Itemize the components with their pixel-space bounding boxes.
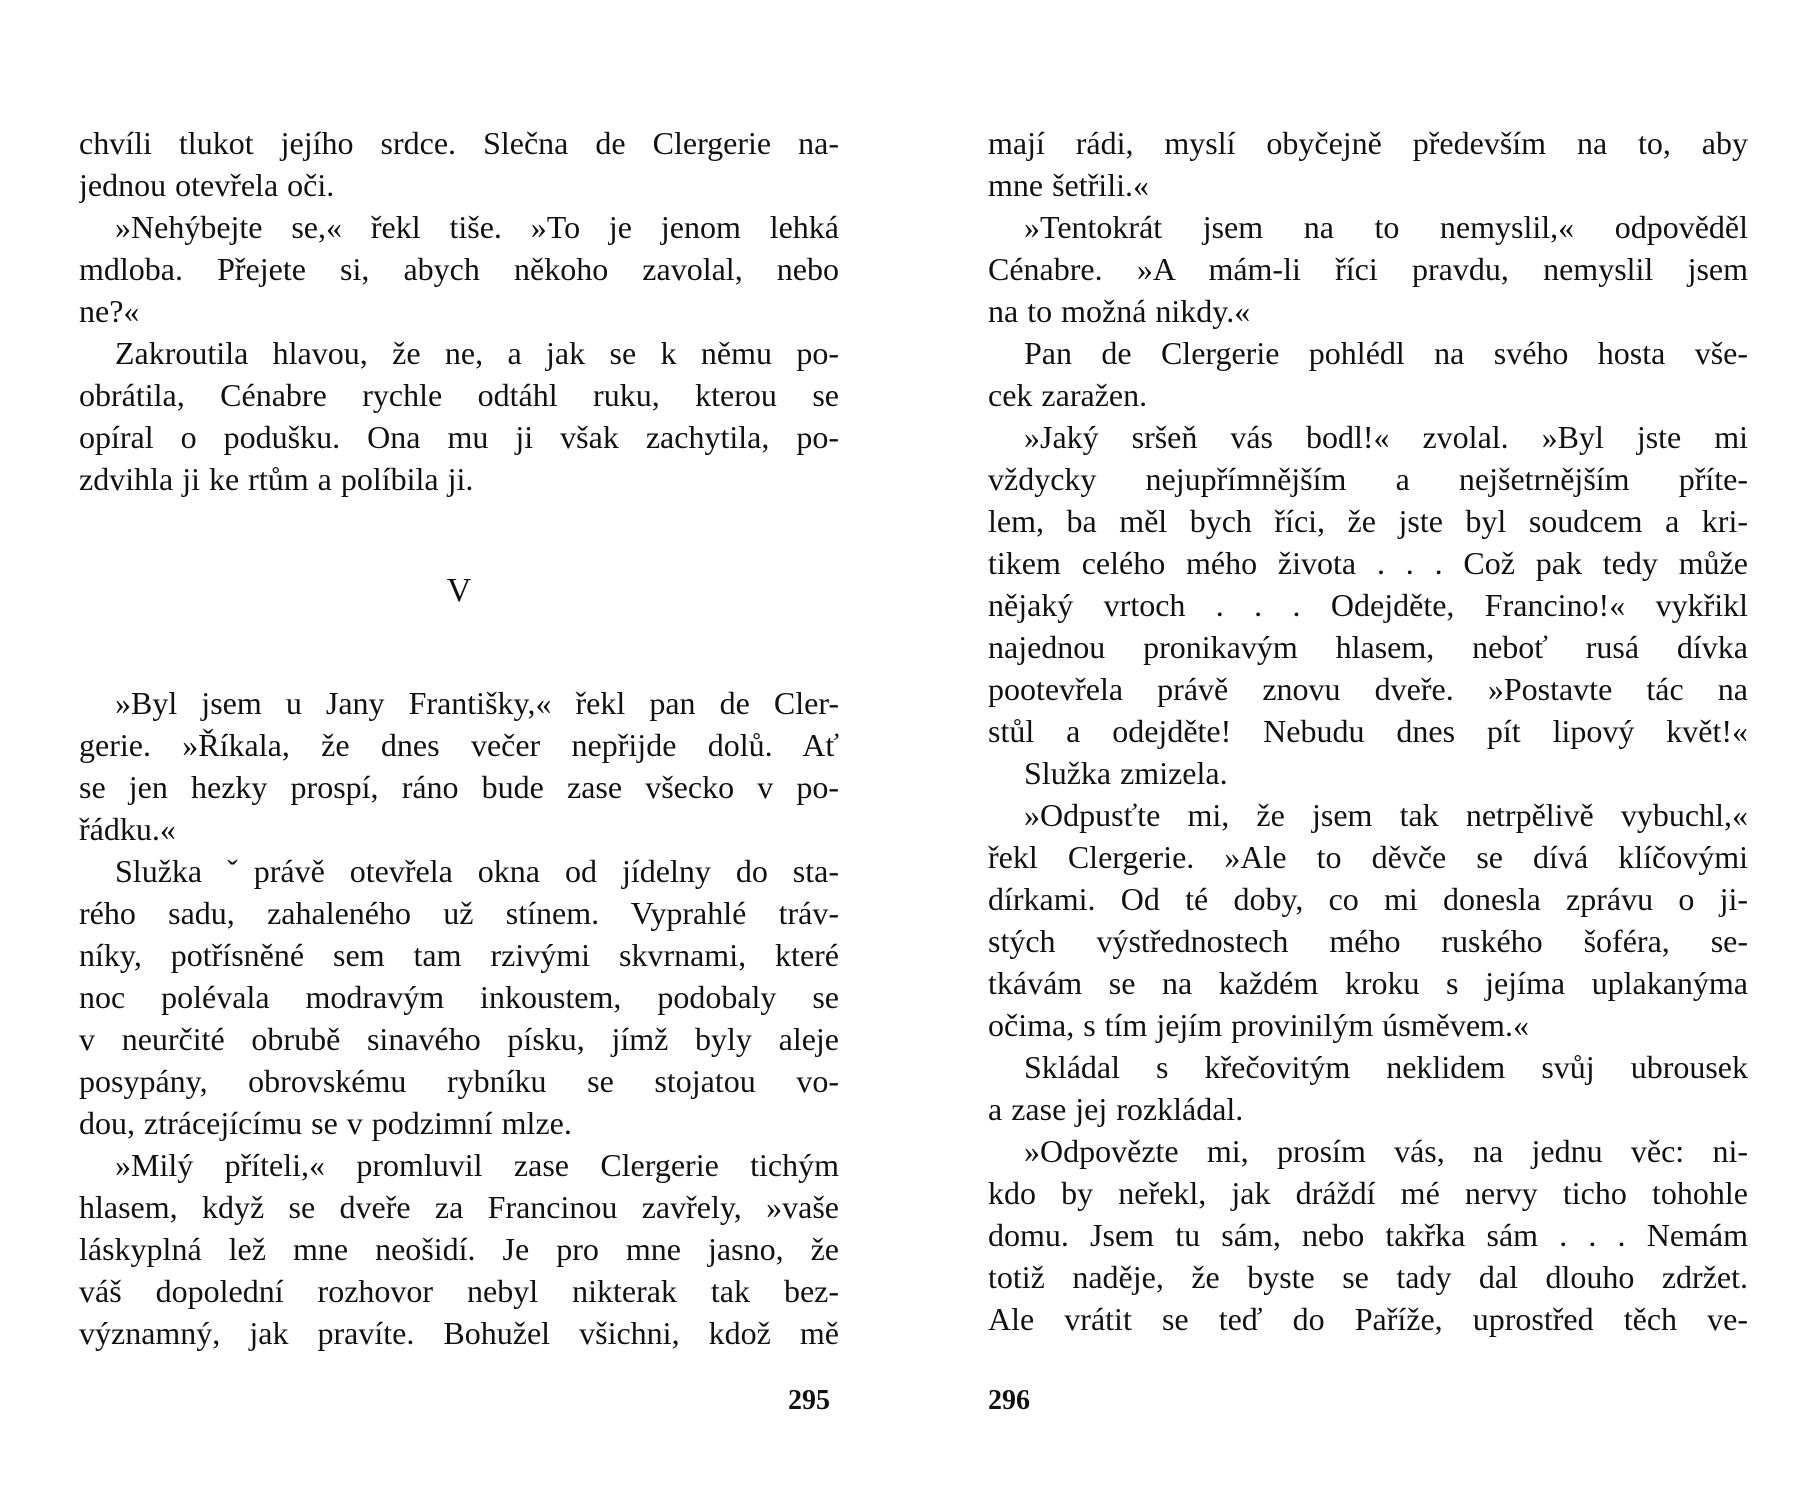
text-line: posypány, obrovskému rybníku se stojatou vo- bbox=[79, 1063, 839, 1099]
left-text-block-1 bbox=[79, 122, 839, 500]
text-line: zdvihla ji ke rtům a políbila ji. bbox=[79, 461, 474, 497]
text-line: na to možná nikdy.« bbox=[988, 293, 1251, 329]
chapter-heading: V bbox=[446, 572, 472, 609]
text-line: Služka ˇprávě otevřela okna od jídelny do sta- bbox=[115, 853, 839, 889]
text-line: cek zaražen. bbox=[988, 377, 1148, 413]
text-line: noc polévala modravým inkoustem, podobaly se bbox=[79, 979, 839, 1015]
text-line: mají rádi, myslí obyčejně především na to, aby bbox=[988, 125, 1748, 161]
text-line: »Jaký sršeň vás bodl!« zvolal. »Byl jste mi bbox=[1024, 419, 1748, 455]
text-line: se jen hezky prospí, ráno bude zase všecko v po- bbox=[79, 769, 839, 805]
text-line: Skládal s křečovitým neklidem svůj ubrousek bbox=[1024, 1049, 1748, 1085]
text-line: »Milý příteli,« promluvil zase Clergerie tichým bbox=[115, 1147, 839, 1183]
text-line: Pan de Clergerie pohlédl na svého hosta vše- bbox=[1024, 335, 1748, 371]
text-line: lem, ba měl bych říci, že jste byl soudcem a kri- bbox=[988, 503, 1748, 539]
text-line: obrátila, Cénabre rychle odtáhl ruku, kterou se bbox=[79, 377, 839, 413]
text-line: totiž naděje, že byste se tady dal dlouho zdržet. bbox=[988, 1259, 1748, 1295]
text-line: »Nehýbejte se,« řekl tiše. »To je jenom lehká bbox=[115, 209, 839, 245]
text-line: nějaký vrtoch . . . Odejděte, Francino!« vykřikl bbox=[988, 587, 1748, 623]
text-line: řádku.« bbox=[79, 811, 176, 847]
page-number-left: 295 bbox=[788, 1385, 830, 1416]
text-line: níky, potřísněné sem tam rzivými skvrnami, které bbox=[79, 937, 839, 973]
text-line: rého sadu, zahaleného už stínem. Vyprahlé tráv- bbox=[79, 895, 839, 931]
text-line: stých výstřednostech mého ruského šoféra, se- bbox=[988, 923, 1748, 959]
text-line: významný, jak pravíte. Bohužel všichni, kdož mě bbox=[79, 1315, 839, 1351]
left-page bbox=[79, 122, 839, 1354]
text-line: stůl a odejděte! Nebudu dnes pít lipový květ!« bbox=[988, 713, 1748, 749]
text-line: tikem celého mého života . . . Což pak tedy může bbox=[988, 545, 1748, 581]
text-line: Zakroutila hlavou, že ne, a jak se k němu po- bbox=[115, 335, 839, 371]
text-line: Ale vrátit se teď do Paříže, uprostřed těch ve- bbox=[988, 1301, 1748, 1337]
right-page bbox=[988, 122, 1748, 1340]
text-line: a zase jej rozkládal. bbox=[988, 1091, 1244, 1127]
text-line: jednou otevřela oči. bbox=[79, 167, 335, 203]
text-line: gerie. »Říkala, že dnes večer nepřijde dolů. Ať bbox=[79, 727, 839, 763]
right-text-block bbox=[988, 122, 1748, 1340]
text-line: mdloba. Přejete si, abych někoho zavolal, nebo bbox=[79, 251, 839, 287]
text-line: váš dopolední rozhovor nebyl nikterak tak bez- bbox=[79, 1273, 839, 1309]
text-line: řekl Clergerie. »Ale to děvče se dívá klíčovými bbox=[988, 839, 1748, 875]
text-line: »Odpusťte mi, že jsem tak netrpělivě vybuchl,« bbox=[1024, 797, 1748, 833]
text-line: kdo by neřekl, jak dráždí mé nervy ticho tohohle bbox=[988, 1175, 1748, 1211]
page-number-right: 296 bbox=[988, 1385, 1030, 1416]
text-line: očima, s tím jejím provinilým úsměvem.« bbox=[988, 1007, 1529, 1043]
text-line: tkávám se na každém kroku s jejíma uplakanýma bbox=[988, 965, 1748, 1001]
text-line: »Odpovězte mi, prosím vás, na jednu věc: ni- bbox=[1024, 1133, 1748, 1169]
text-line: láskyplná lež mne neošidí. Je pro mne jasno, že bbox=[79, 1231, 839, 1267]
text-line: dírkami. Od té doby, co mi donesla zprávu o ji- bbox=[988, 881, 1748, 917]
text-line: vždycky nejupřímnějším a nejšetrnějším přítе- bbox=[988, 461, 1748, 497]
text-line: domu. Jsem tu sám, nebo takřka sám . . . Nemám bbox=[988, 1217, 1748, 1253]
text-line: Cénabre. »A mám-li říci pravdu, nemyslil jsem bbox=[988, 251, 1748, 287]
text-line: najednou pronikavým hlasem, neboť rusá dívka bbox=[988, 629, 1748, 665]
text-line: chvíli tlukot jejího srdce. Slečna de Clergerie na- bbox=[79, 125, 839, 161]
text-line: dou, ztrácejícímu se v podzimní mlze. bbox=[79, 1105, 572, 1141]
text-line: »Byl jsem u Jany Františky,« řekl pan de Cler- bbox=[115, 685, 839, 721]
text-line: »Tentokrát jsem na to nemyslil,« odpověděl bbox=[1024, 209, 1748, 245]
left-text-block-2 bbox=[79, 682, 839, 1354]
text-line: v neurčité obrubě sinavého písku, jímž byly aleje bbox=[79, 1021, 839, 1057]
text-line: opíral o podušku. Ona mu ji však zachytila, po- bbox=[79, 419, 839, 455]
text-line: hlasem, když se dveře za Francinou zavřely, »vaše bbox=[79, 1189, 839, 1225]
text-line: mne šetřili.« bbox=[988, 167, 1149, 203]
text-line: Služka zmizela. bbox=[1024, 755, 1228, 791]
text-line: pootevřela právě znovu dveře. »Postavte tác na bbox=[988, 671, 1748, 707]
text-line: ne?« bbox=[79, 293, 140, 329]
